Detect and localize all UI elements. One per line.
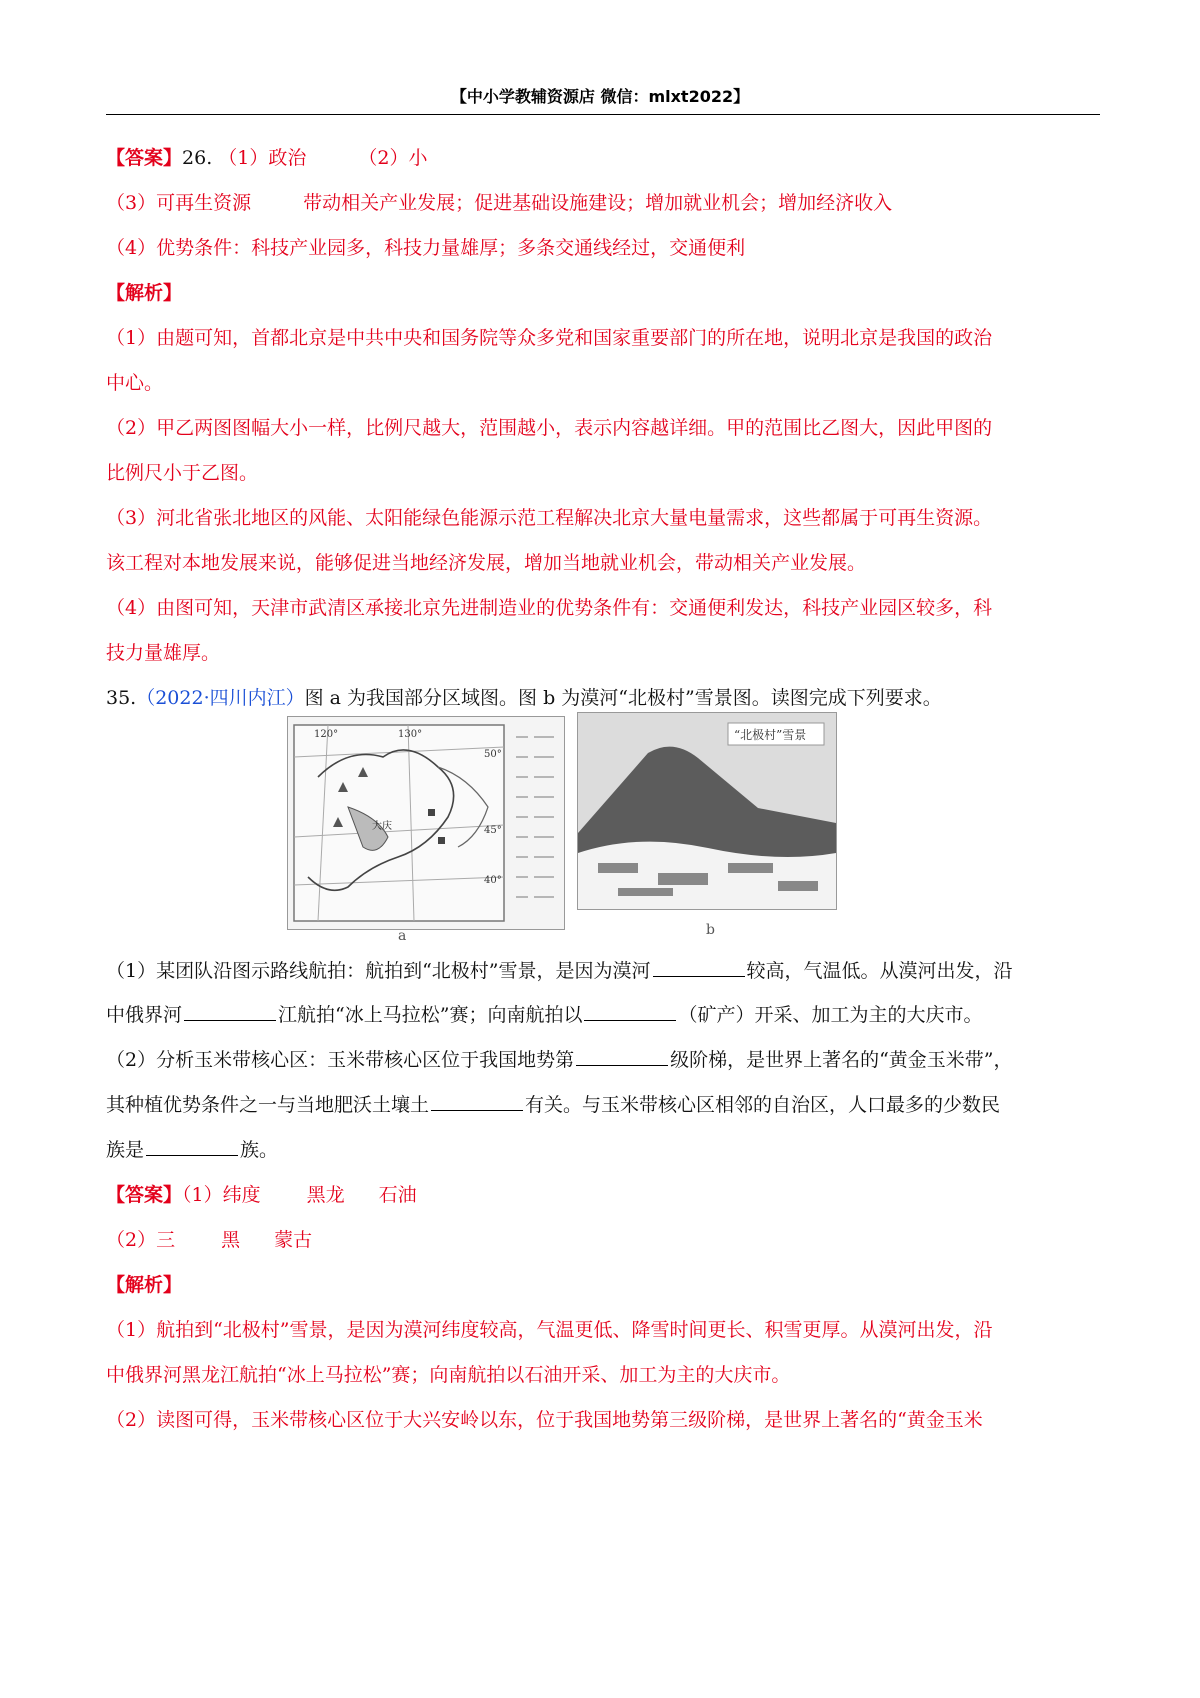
- question-text: 江航拍“冰上马拉松”赛；向南航拍以: [278, 1004, 583, 1026]
- question-text: 级阶梯，是世界上著名的“黄金玉米带”，: [670, 1049, 1013, 1071]
- q35-sub2-line2: [106, 1092, 1102, 1118]
- question-text: （矿产）开采、加工为主的大庆市。: [678, 1004, 983, 1026]
- question-text: 中俄界河: [106, 1004, 183, 1026]
- question-text: 族是: [106, 1139, 145, 1161]
- question-text: 有关。与玉米带核心区相邻的自治区，人口最多的少数民: [525, 1094, 1001, 1116]
- answer-part: 石油: [378, 1184, 417, 1206]
- analysis-line: 技力量雄厚。: [106, 642, 221, 664]
- analysis-tag: 【解析】: [106, 282, 183, 304]
- answer-part: 蒙古: [274, 1229, 313, 1251]
- map-label: 50°: [484, 749, 502, 760]
- answer-part: （3）可再生资源: [106, 192, 252, 214]
- question-text: 较高，气温低。从漠河出发，沿: [746, 960, 1013, 982]
- q35-sub2-line1: [106, 1047, 1102, 1073]
- map-label: 130°: [398, 729, 423, 740]
- answer-tag: 【答案】: [106, 1184, 183, 1206]
- analysis-line: 该工程对本地发展来说，能够促进当地经济发展，增加当地就业机会，带动相关产业发展。: [106, 552, 867, 574]
- q35-answer-line1: [106, 1182, 1102, 1208]
- question-text: （1）某团队沿图示路线航拍：航拍到“北极村”雪景，是因为漠河: [106, 960, 651, 982]
- q26-answer-line2: [106, 190, 1102, 216]
- answer-blank: [146, 1137, 238, 1156]
- answer-tag: 【答案】: [106, 147, 183, 169]
- answer-blank: [431, 1092, 523, 1111]
- q26-answer-line1: [106, 145, 1102, 171]
- q26-answer-line3: （4）优势条件：科技产业园多，科技力量雄厚；多条交通线经过，交通便利: [106, 237, 746, 259]
- map-label: 40°: [484, 875, 502, 886]
- answer-part: 带动相关产业发展；促进基础设施建设；增加就业机会；增加经济收入: [303, 192, 893, 214]
- question-stem: 图 a 为我国部分区域图。图 b 为漠河“北极村”雪景图。读图完成下列要求。: [304, 687, 942, 709]
- answer-blank: [184, 1002, 276, 1021]
- question-source: （2022·四川内江）: [136, 687, 305, 709]
- answer-part: 黑: [221, 1229, 241, 1251]
- question-text: 族。: [240, 1139, 279, 1161]
- q35-sub1-line2: [106, 1002, 1102, 1028]
- figure-b-photo: [577, 712, 837, 910]
- answer-part: （1）政治: [218, 147, 307, 169]
- map-label: 45°: [484, 825, 502, 836]
- answer-part: （2）小: [358, 147, 428, 169]
- header-divider: [106, 114, 1100, 115]
- page-header: 【中小学教辅资源店 微信：mlxt2022】: [450, 87, 750, 106]
- analysis-line: （1）由题可知，首都北京是中共中央和国务院等众多党和国家重要部门的所在地，说明北京是我国的政治: [106, 327, 993, 349]
- answer-part: （2）三: [106, 1229, 176, 1251]
- q35-sub2-line3: [106, 1137, 1102, 1163]
- answer-blank: [584, 1002, 676, 1021]
- q35-answer-line2: [106, 1227, 1102, 1253]
- analysis-line: （3）河北省张北地区的风能、太阳能绿色能源示范工程解决北京大量电量需求，这些都属于可再生资源。: [106, 507, 993, 529]
- figure-a-map: [287, 716, 565, 930]
- answer-part: 黑龙: [306, 1184, 345, 1206]
- analysis-line: 中俄界河黑龙江航拍“冰上马拉松”赛；向南航拍以石油开采、加工为主的大庆市。: [106, 1364, 791, 1386]
- analysis-line: （4）由图可知，天津市武清区承接北京先进制造业的优势条件有：交通便利发达，科技产业园区较多，科: [106, 597, 993, 619]
- q35-sub1-line1: [106, 958, 1102, 984]
- analysis-line: （2）甲乙两图图幅大小一样，比例尺越大，范围越小，表示内容越详细。甲的范围比乙图大，因此甲图的: [106, 417, 993, 439]
- map-label: 大庆: [372, 821, 392, 832]
- snow-scene-illustration: [578, 713, 836, 909]
- answer-blank: [576, 1047, 668, 1066]
- map-illustration: [288, 717, 564, 929]
- question-number: 35.: [106, 687, 137, 709]
- analysis-line: （1）航拍到“北极村”雪景，是因为漠河纬度较高，气温更低、降雪时间更长、积雪更厚。从漠河出发，沿: [106, 1319, 993, 1341]
- question-number: 26.: [182, 147, 213, 169]
- question-text: （2）分析玉米带核心区：玉米带核心区位于我国地势第: [106, 1049, 575, 1071]
- figure-a-caption: a: [398, 928, 407, 944]
- analysis-line: 中心。: [106, 372, 164, 394]
- answer-blank: [653, 958, 745, 977]
- map-label: 120°: [314, 729, 339, 740]
- photo-title: “北极村”雪景: [734, 728, 807, 742]
- figure-b-caption: b: [706, 922, 715, 938]
- analysis-tag: 【解析】: [106, 1274, 183, 1296]
- analysis-line: 比例尺小于乙图。: [106, 462, 259, 484]
- analysis-line: （2）读图可得，玉米带核心区位于大兴安岭以东，位于我国地势第三级阶梯，是世界上著名的“黄金玉米: [106, 1409, 983, 1431]
- question-text: 其种植优势条件之一与当地肥沃土壤土: [106, 1094, 430, 1116]
- q35-stem: [106, 685, 1102, 711]
- answer-part: （1）纬度: [182, 1184, 261, 1206]
